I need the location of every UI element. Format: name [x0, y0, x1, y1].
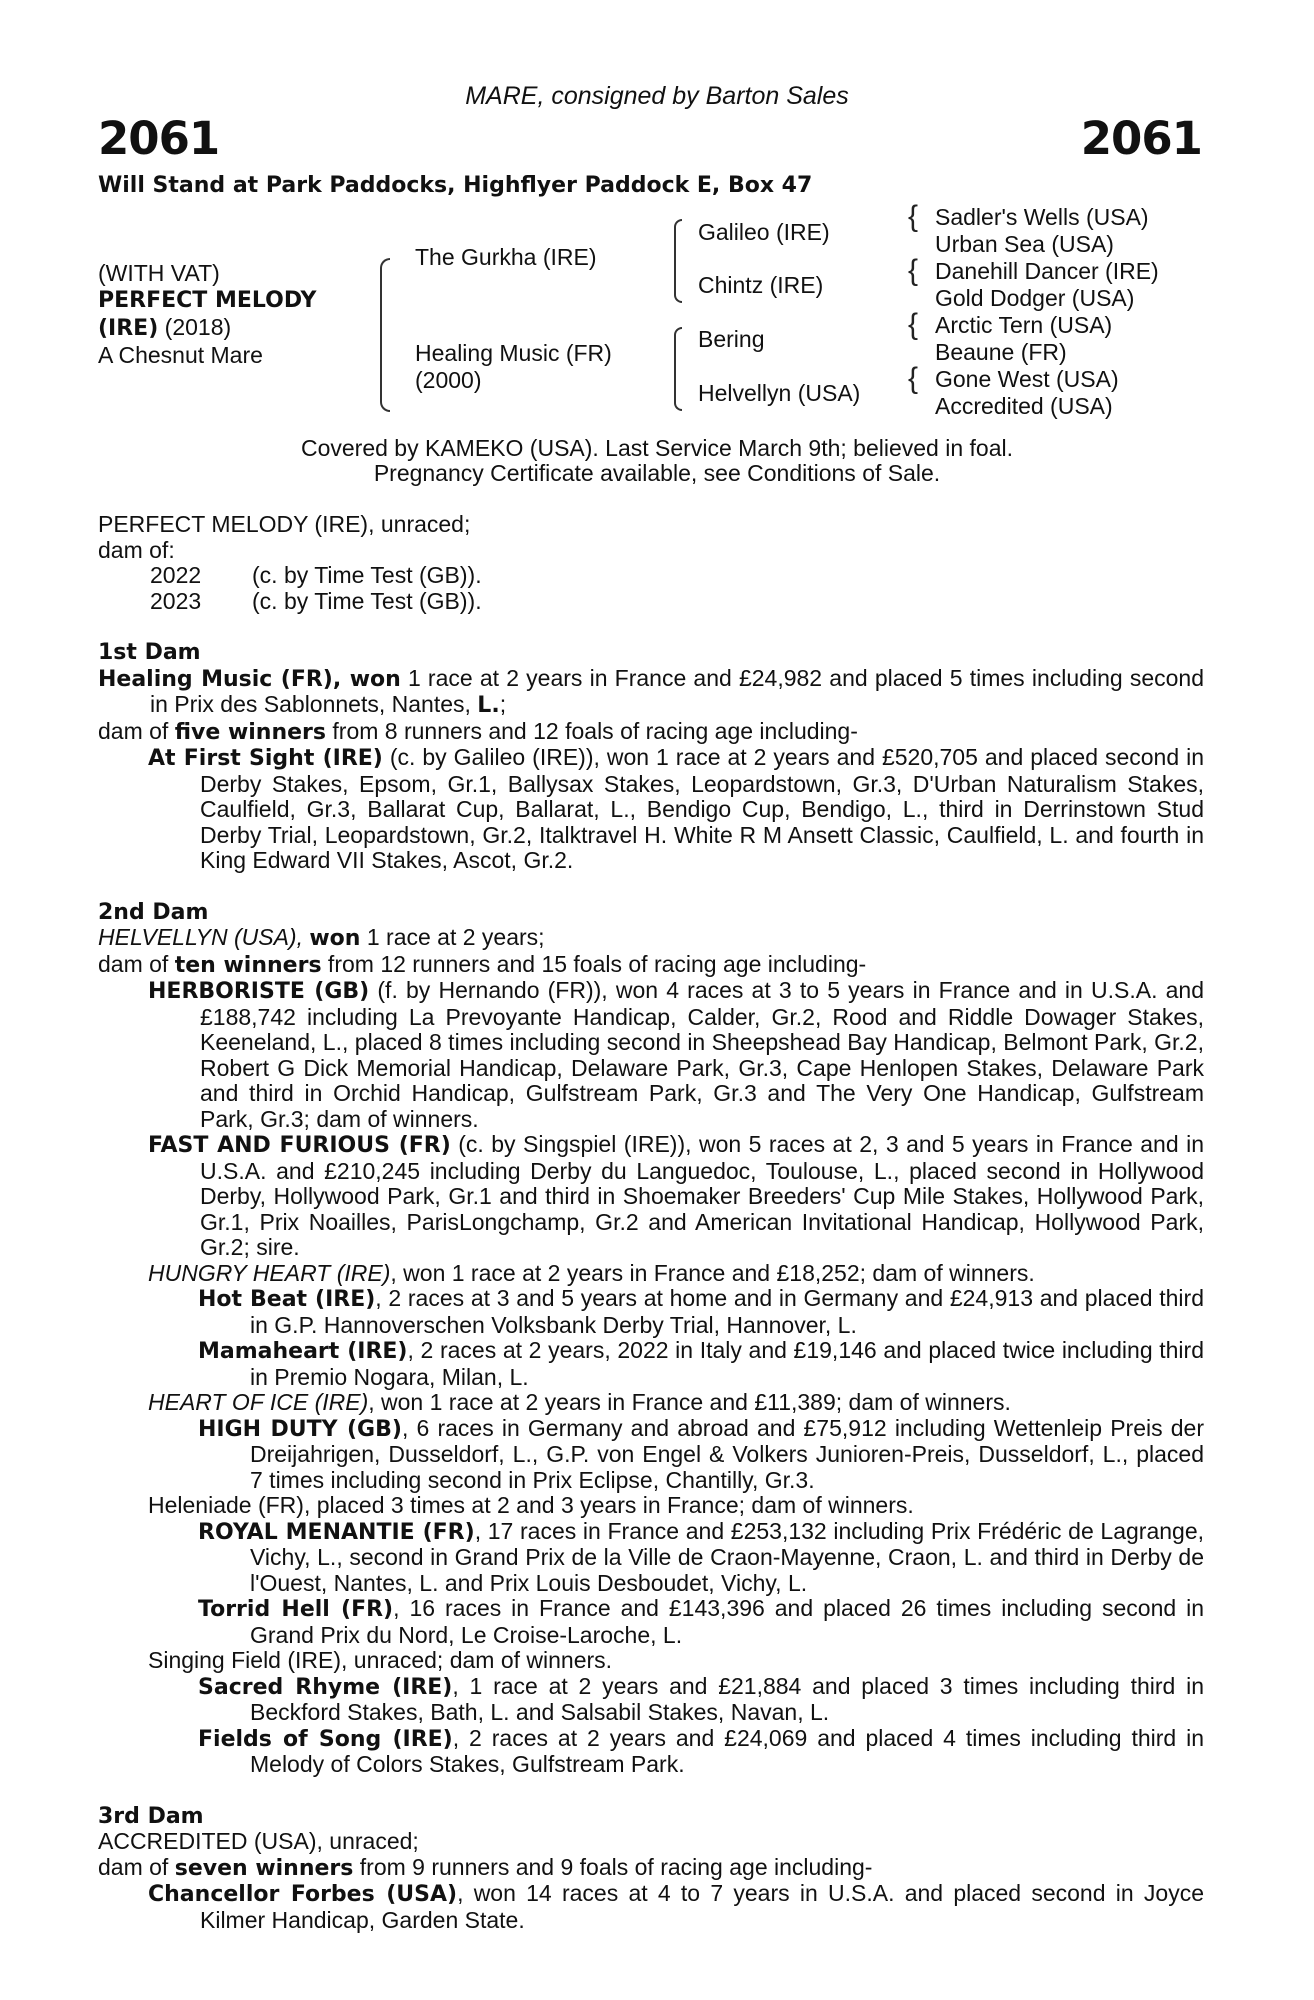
- offspring-record: (c. by Singspiel (IRE)), won 5 races at 2, 3 and 5 years in France and in U.S.A. and £210,245 including Derby du Languedoc, Toulouse, L., placed second in Hollywood Derby, Hollywood Park, Gr.1 and third in Shoemaker Breeders' Cup Mile Stakes, Hollywood Park, Gr.1, Prix Noailles, ParisLongchamp, Gr.2 and American Invitational Handicap, Hollywood Park, Gr.2; sire.: [200, 1131, 1204, 1260]
- listed-mark: L.: [477, 693, 500, 718]
- horse-description: A Chesnut Mare: [98, 342, 263, 368]
- second-dam-name: HELVELLYN (USA): [98, 924, 297, 950]
- offspring-record: , 16 races in France and £143,396 and placed 26 times including second in Grand Prix du Nord, Le Croise-Laroche, L.: [250, 1595, 1204, 1648]
- catalogue-body: [98, 512, 1204, 1933]
- offspring-entry: [98, 1338, 1204, 1390]
- offspring-name: Mamaheart (IRE): [198, 1339, 408, 1364]
- brace-dam: [674, 327, 682, 411]
- ggp-8: Accredited (USA): [935, 393, 1113, 419]
- covered-line: Covered by KAMEKO (USA). Last Service March 9th; believed in foal.: [300, 435, 1014, 461]
- ggp-7: Gone West (USA): [935, 366, 1119, 392]
- brace-g4: {: [908, 362, 919, 395]
- offspring-name: HERBORISTE (GB): [148, 979, 370, 1004]
- offspring-record: , won 1 race at 2 years in France and £11,389; dam of winners.: [368, 1389, 1011, 1415]
- first-dam-text: 1 race at 2 years in France and £24,982 and placed 5 times including second in Prix des Sablonnets, Nantes,: [150, 664, 1204, 717]
- ggp-5: Arctic Tern (USA): [935, 312, 1113, 338]
- damof-suffix: from 8 runners and 12 foals of racing age including-: [326, 717, 858, 744]
- comma: ,: [332, 666, 350, 692]
- second-dam-heading: 2nd Dam: [98, 899, 209, 925]
- offspring-entry: [98, 1674, 1204, 1726]
- third-dam-heading: 3rd Dam: [98, 1803, 204, 1829]
- offspring-name: At First Sight (IRE): [148, 746, 383, 771]
- produce-intro: PERFECT MELODY (IRE), unraced;: [98, 511, 471, 537]
- stand-location: Will Stand at Park Paddocks, Highflyer Paddock E, Box 47: [98, 173, 813, 198]
- sire-dam: Chintz (IRE): [698, 272, 824, 298]
- damof-suffix: from 9 runners and 9 foals of racing age including-: [353, 1853, 873, 1880]
- dam-sire: Bering: [698, 326, 765, 352]
- offspring-entry: [98, 1261, 1204, 1287]
- ggp-4: Gold Dodger (USA): [935, 285, 1135, 311]
- offspring-name: Hot Beat (IRE): [198, 1287, 376, 1312]
- brace-sire: [674, 219, 682, 303]
- offspring-entry: [98, 978, 1204, 1132]
- offspring-record: , won 14 races at 4 to 7 years in U.S.A. and placed second in Joyce Kilmer Handicap, Garden State.: [200, 1880, 1204, 1933]
- third-dam-offspring: [98, 1881, 1204, 1933]
- offspring-record: , 2 races at 3 and 5 years at home and in Germany and £24,913 and placed third in G.P. Hannoverschen Volksbank Derby Trial, Hannover, L.: [250, 1285, 1204, 1338]
- ggp-2: Urban Sea (USA): [935, 231, 1114, 257]
- second-dam-text: 1 race at 2 years;: [360, 924, 545, 950]
- offspring-entry: [98, 1132, 1204, 1261]
- produce-row: [98, 563, 1204, 589]
- lot-number-right: 2061: [1080, 112, 1202, 165]
- winners-count: seven winners: [174, 1855, 354, 1881]
- offspring-record: , 1 race at 2 years and £21,884 and placed 3 times including third in Beckford Stakes, Bath, L. and Salsabil Stakes, Navan, L.: [250, 1672, 1204, 1725]
- produce-text: (c. by Time Test (GB)).: [252, 587, 482, 614]
- offspring-record: , 17 races in France and £253,132 including Prix Frédéric de Lagrange, Vichy, L., second in Grand Prix de la Ville de Craon-Mayenne, Craon, L. and third in Derby de l'Ouest, Nantes, L. and Prix Louis Desboudet, Vichy, L.: [250, 1517, 1204, 1596]
- sire-sire: Galileo (IRE): [698, 219, 830, 245]
- produce-year: 2022: [150, 562, 202, 588]
- offspring-name: Sacred Rhyme (IRE): [198, 1674, 453, 1700]
- offspring-record: , unraced; dam of winners.: [341, 1647, 613, 1673]
- first-dam-name: Healing Music (FR): [98, 666, 333, 692]
- offspring-record: (c. by Galileo (IRE)), won 1 race at 2 years and £520,705 and placed second in Derby Stakes, Epsom, Gr.1, Ballysax Stakes, Leopardstown, Gr.3, D'Urban Naturalism Stakes, Caulfield, Gr.3, Ballarat Cup, Ballarat, L., Bendigo Cup, Bendigo, L., third in Derrinstown Stud Derby Trial, Leopardstown, Gr.2, Italktravel H. White R M Ansett Classic, Caulfield, L. and fourth in King Edward VII Stakes, Ascot, Gr.2.: [200, 744, 1204, 873]
- brace-g2: {: [908, 254, 919, 287]
- offspring-name: Heleniade (FR): [148, 1492, 304, 1518]
- offspring-record: , 2 races at 2 years and £24,069 and placed 4 times including third in Melody of Colors Stakes, Gulfstream Park.: [250, 1724, 1204, 1777]
- brace-g1: {: [908, 200, 919, 233]
- horse-identity: [98, 260, 316, 369]
- offspring-entry: [98, 1493, 1204, 1519]
- offspring-entry: [98, 1519, 1204, 1597]
- won-label: won: [309, 926, 361, 951]
- damof-prefix: dam of: [98, 717, 175, 744]
- offspring-name: HIGH DUTY (GB): [198, 1416, 402, 1442]
- sire: The Gurkha (IRE): [415, 244, 597, 270]
- offspring-record: , 2 races at 2 years, 2022 in Italy and £19,146 and placed twice including third in Premio Nogara, Milan, L.: [250, 1337, 1204, 1390]
- horse-country: (IRE): [98, 316, 159, 341]
- horse-name: PERFECT MELODY: [98, 288, 317, 313]
- first-dam-heading: 1st Dam: [98, 640, 201, 665]
- offspring-entry: [98, 1596, 1204, 1648]
- first-dam-record: Healing Music (FR), won 1 race at 2 years in France and £24,982 and placed 5 times including second in Prix des Sablonnets, Nantes, L.;: [98, 664, 1204, 718]
- second-dam-offspring-list: [98, 978, 1204, 1778]
- offspring-record: , placed 3 times at 2 and 3 years in France; dam of winners.: [303, 1492, 914, 1518]
- produce-year: 2023: [150, 587, 202, 614]
- offspring-record: , 6 races in Germany and abroad and £75,912 including Wettenleip Preis der Dreijahrigen, Dusseldorf, L., G.P. von Engel & Volkers Junioren-Preis, Dusseldorf, L., placed 7 times including second in Prix Eclipse, Chantilly, Gr.3.: [250, 1414, 1204, 1493]
- winners-count: ten winners: [174, 952, 322, 978]
- offspring-entry: [98, 1390, 1204, 1416]
- offspring-name: Chancellor Forbes (USA): [148, 1882, 458, 1907]
- dam-year: (2000): [415, 367, 482, 393]
- dam: Healing Music (FR): [415, 340, 612, 366]
- offspring-name: FAST AND FURIOUS (FR): [148, 1133, 451, 1158]
- offspring-entry: [98, 1286, 1204, 1338]
- offspring-name: Torrid Hell (FR): [198, 1597, 394, 1622]
- ggp-1: Sadler's Wells (USA): [935, 204, 1149, 230]
- third-dam-record: ACCREDITED (USA), unraced;: [98, 1828, 419, 1854]
- vat-note: (WITH VAT): [98, 260, 220, 286]
- produce-damof: dam of:: [98, 536, 175, 563]
- offspring-record: , won 1 race at 2 years in France and £18,252; dam of winners.: [390, 1259, 1035, 1286]
- ggp-6: Beaune (FR): [935, 339, 1067, 365]
- damof-prefix: dam of: [98, 1853, 175, 1880]
- lot-number-left: 2061: [98, 112, 220, 165]
- offspring-record: (f. by Hernando (FR)), won 4 races at 3 to 5 years in France and in U.S.A. and £188,742 including La Prevoyante Handicap, Calder, Gr.2, Rood and Riddle Dowager Stakes, Keeneland, L., placed 8 times including second in Sheepshead Bay Handicap, Belmont Park, Gr.2, Robert G Dick Memorial Handicap, Delaware Park, Gr.3, Cape Henlopen Stakes, Delaware Park and third in Orchid Handicap, Gulfstream Park, Gr.3 and The Very One Handicap, Gulfstream Park, Gr.3; dam of winners.: [200, 977, 1205, 1132]
- brace-main: [380, 258, 390, 412]
- pregnancy-line: Pregnancy Certificate available, see Conditions of Sale.: [373, 460, 941, 486]
- offspring-entry: [98, 1726, 1204, 1778]
- first-dam-produce-summary: [98, 719, 1204, 746]
- second-dam-record: HELVELLYN (USA), won 1 race at 2 years;: [98, 924, 545, 951]
- produce-text: (c. by Time Test (GB)).: [252, 562, 482, 588]
- offspring-name: Singing Field (IRE): [148, 1647, 342, 1673]
- offspring-entry: [98, 1416, 1204, 1494]
- winners-count: five winners: [174, 719, 327, 745]
- brace-g3: {: [908, 308, 919, 341]
- damof-prefix: dam of: [98, 950, 175, 977]
- horse-year: (2018): [164, 314, 232, 340]
- won-label: won: [349, 666, 401, 692]
- consignor-line: MARE, consigned by Barton Sales: [465, 82, 849, 110]
- produce-row: [98, 589, 1204, 615]
- dam-dam: Helvellyn (USA): [698, 380, 861, 406]
- offspring-name: HUNGRY HEART (IRE): [148, 1259, 391, 1286]
- offspring-name: HEART OF ICE (IRE): [148, 1389, 369, 1415]
- first-dam-offspring: [98, 745, 1204, 874]
- damof-suffix: from 12 runners and 15 foals of racing age including-: [321, 950, 867, 977]
- offspring-entry: [98, 1648, 1204, 1674]
- second-dam-produce-summary: [98, 952, 1204, 979]
- offspring-name: ROYAL MENANTIE (FR): [198, 1519, 475, 1545]
- offspring-name: Fields of Song (IRE): [198, 1726, 453, 1752]
- third-dam-produce-summary: [98, 1855, 1204, 1882]
- ggp-3: Danehill Dancer (IRE): [935, 258, 1159, 284]
